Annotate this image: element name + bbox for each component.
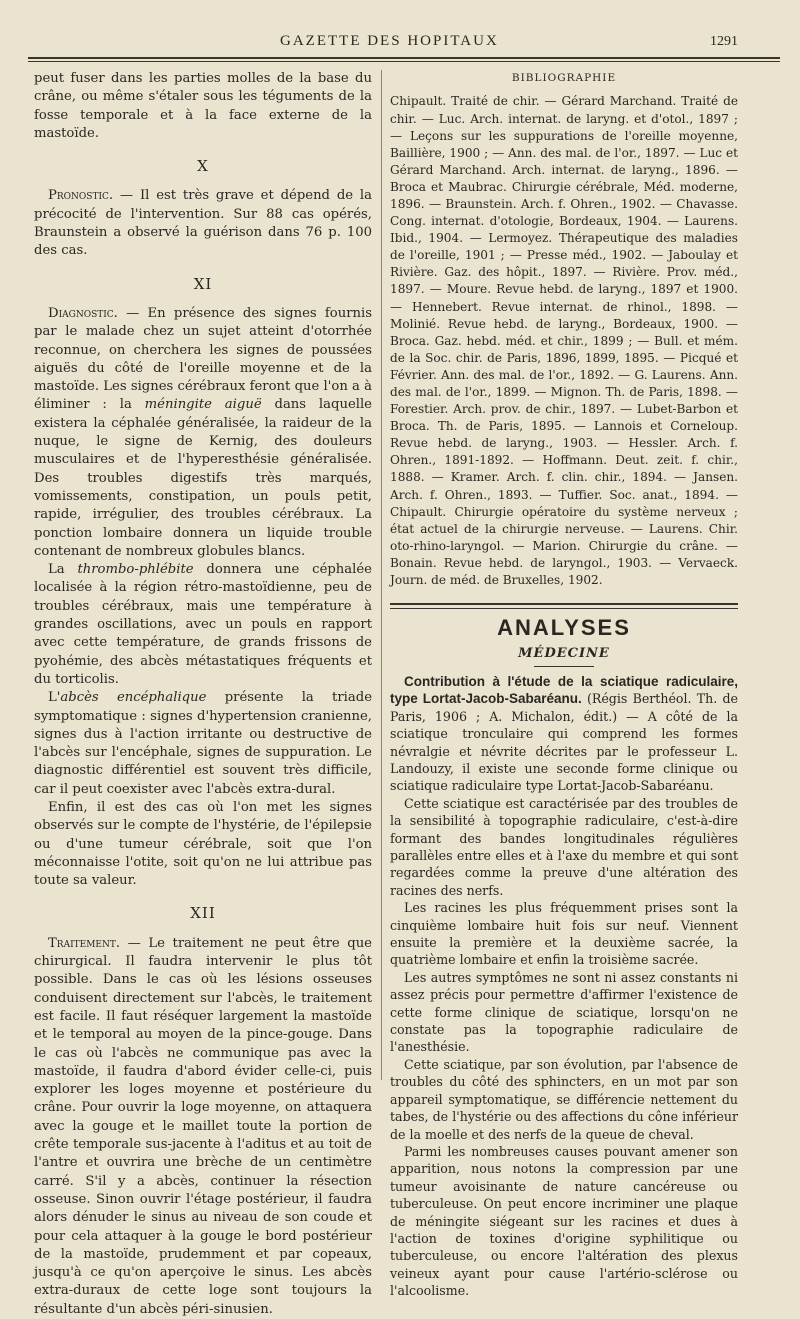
run-in-heading: Traitement. xyxy=(48,935,121,951)
right-column xyxy=(390,70,738,1300)
run-in-heading: Diagnostic. xyxy=(48,305,118,321)
paragraph-text: — Il est très grave et dépend de la précocité de l'intervention. Sur 88 cas opérés, Braunstein a observé la guérison dans 76 p. 100 des cas. xyxy=(34,188,372,259)
header-rule xyxy=(28,57,780,59)
abces-paragraph xyxy=(34,689,372,799)
paragraph-text: La xyxy=(48,562,78,578)
bibliography-text: Chipault. Traité de chir. — Gérard Marchand. Traité de chir. — Luc. Arch. internat. de laryng. et d'otol., 1897 ; — Leçons sur les suppurations de l'oreille moyenne, Baillière, 1900 ; — Ann. des mal. de l'or., 1897. — Luc et Gérard Marchand. Arch. internat. de laryng., 1896. — Broca et Maubrac. Chirurgie cérébrale, Méd. moderne, 1896. — Braunstein. Arch. f. Ohren., 1902. — Chavasse. Cong. internat. d'otologie, Bordeaux, 1904. — Laurens. Ibid., 1904. — Lermoyez. Thérapeutique des maladies de l'oreille, 1901 ; — Presse méd., 1902. — Jaboulay et Rivière. Gaz. des hôpit., 1897. — Rivière. Prov. méd., 1897. — Moure. Revue hebd. de laryng., 1897 et 1900. — Hennebert. Revue internat. de rhinol., 1898. — Molinié. Revue hebd. de laryng., Bordeaux, 1900. — Broca. Gaz. hebd. méd. et chir., 1899 ; — Bull. et mém. de la Soc. chir. de Paris, 1896, 1899, 1895. — Picqué et Février. Ann. des mal. de l'or., 1892. — G. Laurens. Ann. des mal. de l'or., 1899. — Mignon. Th. de Paris, 1898. — Forestier. Arch. prov. de chir., 1897. — Lubet-Barbon et Broca. Th. de Paris, 1895. — Lannois et Corneloup. Revue hebd. de laryng., 1903. — Hessler. Arch. f. Ohren., 1891-1892. — Hoffmann. Deut. zeit. f. chir., 1888. — Kramer. Arch. f. clin. chir., 1894. — Jansen. Arch. f. Ohren., 1893. — Tuffier. Soc. anat., 1894. — Chipault. Chirurgie opératoire du système nerveux ; état actuel de la chirurgie nerveuse. — Laurens. Chir. oto-rhino-laryngol. — Marion. Chirurgie du crâne. — Bonain. Revue hebd. de laryngol., 1903. — Vervaeck. Journ. de méd. de Bruxelles, 1902. xyxy=(390,94,738,588)
article-title: Contribution à l'étude de la sciatique radiculaire, type Lortat-Jacob-Sabaréanu. xyxy=(390,673,738,707)
paragraph-text: — Le traitement ne peut être que chirurgical. Il faudra intervenir le plus tôt possible. Dans le cas où les lésions osseuses conduisent directement sur l'abcès, le traitement est facile. Il faut réséquer largement la mastoïde et le temporal au moyen de la pince-gouge. Dans le cas où l'abcès ne communique pas avec la mastoïde, il faudra d'abord évider celle-ci, puis explorer les loges moyenne et postérieure du crâne. Pour ouvrir la loge moyenne, on attaquera avec la gouge et le maillet toute la portion de crête temporale sus-jacente à l'aditus et au toit de l'antre et ouvrira une brèche de un centimètre carré. S'il y a abcès, continuer la résection osseuse. Sinon ouvrir l'étage postérieur, il faudra alors dénuder le sinus au niveau de son coude et pour cela attaquer à la gouge le bord postérieur de la mastoïde, prudemment et par copeaux, jusqu'à ce qu'on aperçoive le sinus. Les abcès extra-duraux de cette loge sont toujours la résultante d'un abcès péri-sinusien. xyxy=(34,935,372,1317)
traitement-paragraph xyxy=(34,935,372,1319)
emphasis: thrombo-phlébite xyxy=(77,562,194,578)
subsection-heading: MÉDECINE xyxy=(518,645,610,661)
running-header xyxy=(0,33,800,55)
run-in-heading: Pronostic. xyxy=(48,188,114,204)
paragraph-text: L' xyxy=(48,690,61,706)
section-number: XI xyxy=(193,274,213,293)
section-number: XII xyxy=(190,904,216,923)
paragraph-text: — En présence des signes fournis par le malade chez un sujet atteint d'otorrhée reconnue, on cherchera les signes de poussées aiguës du côté de l'oreille moyenne et de la mastoïde. Les signes cérébraux feront que l'on a à éliminer : la xyxy=(34,305,372,413)
analyses-heading: ANALYSES xyxy=(497,615,631,641)
paragraph: peut fuser dans les parties molles de la base du crâne, ou même s'étaler sous les téguments de la fosse temporale et à la face externe de la mastoïde. xyxy=(34,71,372,141)
section-number: X xyxy=(197,157,209,176)
section-rule xyxy=(390,603,738,605)
left-column xyxy=(34,70,372,1319)
paragraph-text: dans laquelle existera la céphalée généralisée, la raideur de la nuque, le signe de Kernig, des douleurs musculaires et de l'hyperesthésie généralisée. Des troubles digestifs très marqués, vomissements, constipation, un pouls petit, rapide, irrégulier, des troubles cérébraux. La ponction lombaire donnera un liquide trouble contenant de nombreux globules blancs. xyxy=(34,397,372,559)
prognostic-paragraph xyxy=(34,187,372,260)
column-divider xyxy=(381,70,382,1080)
paragraph: Les autres symptômes ne sont ni assez constants ni assez précis pour permettre d'affirmer l'existence de cette forme clinique de sciatique, lorsqu'on ne constate pas la topographie radiculaire de l'anesthésie. xyxy=(390,969,738,1055)
subsection-rule xyxy=(534,666,594,667)
section-rule-thin xyxy=(390,608,738,609)
paragraph: Cette sciatique est caractérisée par des troubles de la sensibilité à topographie radiculaire, c'est-à-dire formant des bandes longitudinales régulières parallèles entre elles et à l'axe du membre et qui sont regardées comme la preuve d'une altération des racines des nerfs. xyxy=(390,795,738,898)
paragraph-text: (Régis Berthéol. Th. de Paris, 1906 ; A. Michalon, édit.) — A côté de la sciatique tronculaire qui comprend les formes névralgie et névrite décrites par le professeur L. Landouzy, il existe une seconde forme clinique ou sciatique radiculaire type Lortat-Jacob-Sabaréanu. xyxy=(390,691,738,794)
journal-title: GAZETTE DES HOPITAUX xyxy=(280,33,499,49)
article-paragraph xyxy=(390,673,738,795)
paragraph: Les racines les plus fréquemment prises sont la cinquième lombaire huit fois sur neuf. Viennent ensuite la première et la deuxième sacrée, la quatrième lombaire et enfin la troisième sacrée. xyxy=(390,900,738,968)
emphasis: méningite aiguë xyxy=(144,397,262,413)
paragraph: Parmi les nombreuses causes pouvant amener son apparition, nous notons la compression par une tumeur avoisinante de nature cancéreuse ou tuberculeuse. On peut encore incriminer une plaque de méningite siégeant sur les racines et dues à l'action de toxines d'origine syphilitique ou tuberculeuse, ou encore l'altération des plexus veineux ayant pour cause l'artério-sclérose ou l'alcoolisme. xyxy=(390,1143,738,1299)
paragraph-text: donnera une céphalée localisée à la région rétro-mastoïdienne, peu de troubles cérébraux, mais une température à grandes oscillations, avec un pouls en rapport avec cette température, de grands frissons de pyohémie, des abcès métastatiques fréquents et du torticolis. xyxy=(34,562,372,687)
thrombo-paragraph xyxy=(34,561,372,689)
bibliography-heading: BIBLIOGRAPHIE xyxy=(511,72,617,84)
paragraph: Enfin, il est des cas où l'on met les signes observés sur le compte de l'hystérie, de l'épilepsie ou d'une tumeur cérébrale, soit que l'on méconnaisse l'otite, soit qu'on ne lui attribue pas toute sa valeur. xyxy=(34,799,372,889)
header-rule-thin xyxy=(28,61,780,62)
paragraph: Cette sciatique, par son évolution, par l'absence de troubles du côté des sphincters, en un mot par son appareil symptomatique, se différencie nettement du tabes, de l'hystérie ou des affections du cône inférieur de la moelle et des nerfs de la queue de cheval. xyxy=(390,1056,738,1142)
paragraph-text: présente la triade symptomatique : signes d'hypertension cranienne, signes dus à l'action irritante ou destructive de l'abcès sur l'encéphale, signes de suppuration. Le diagnostic différentiel est souvent très difficile, car il peut coexister avec l'abcès extra-dural. xyxy=(34,690,372,797)
page-number: 1291 xyxy=(710,34,738,49)
emphasis: abcès encéphalique xyxy=(60,690,207,706)
diagnostic-paragraph xyxy=(34,305,372,561)
